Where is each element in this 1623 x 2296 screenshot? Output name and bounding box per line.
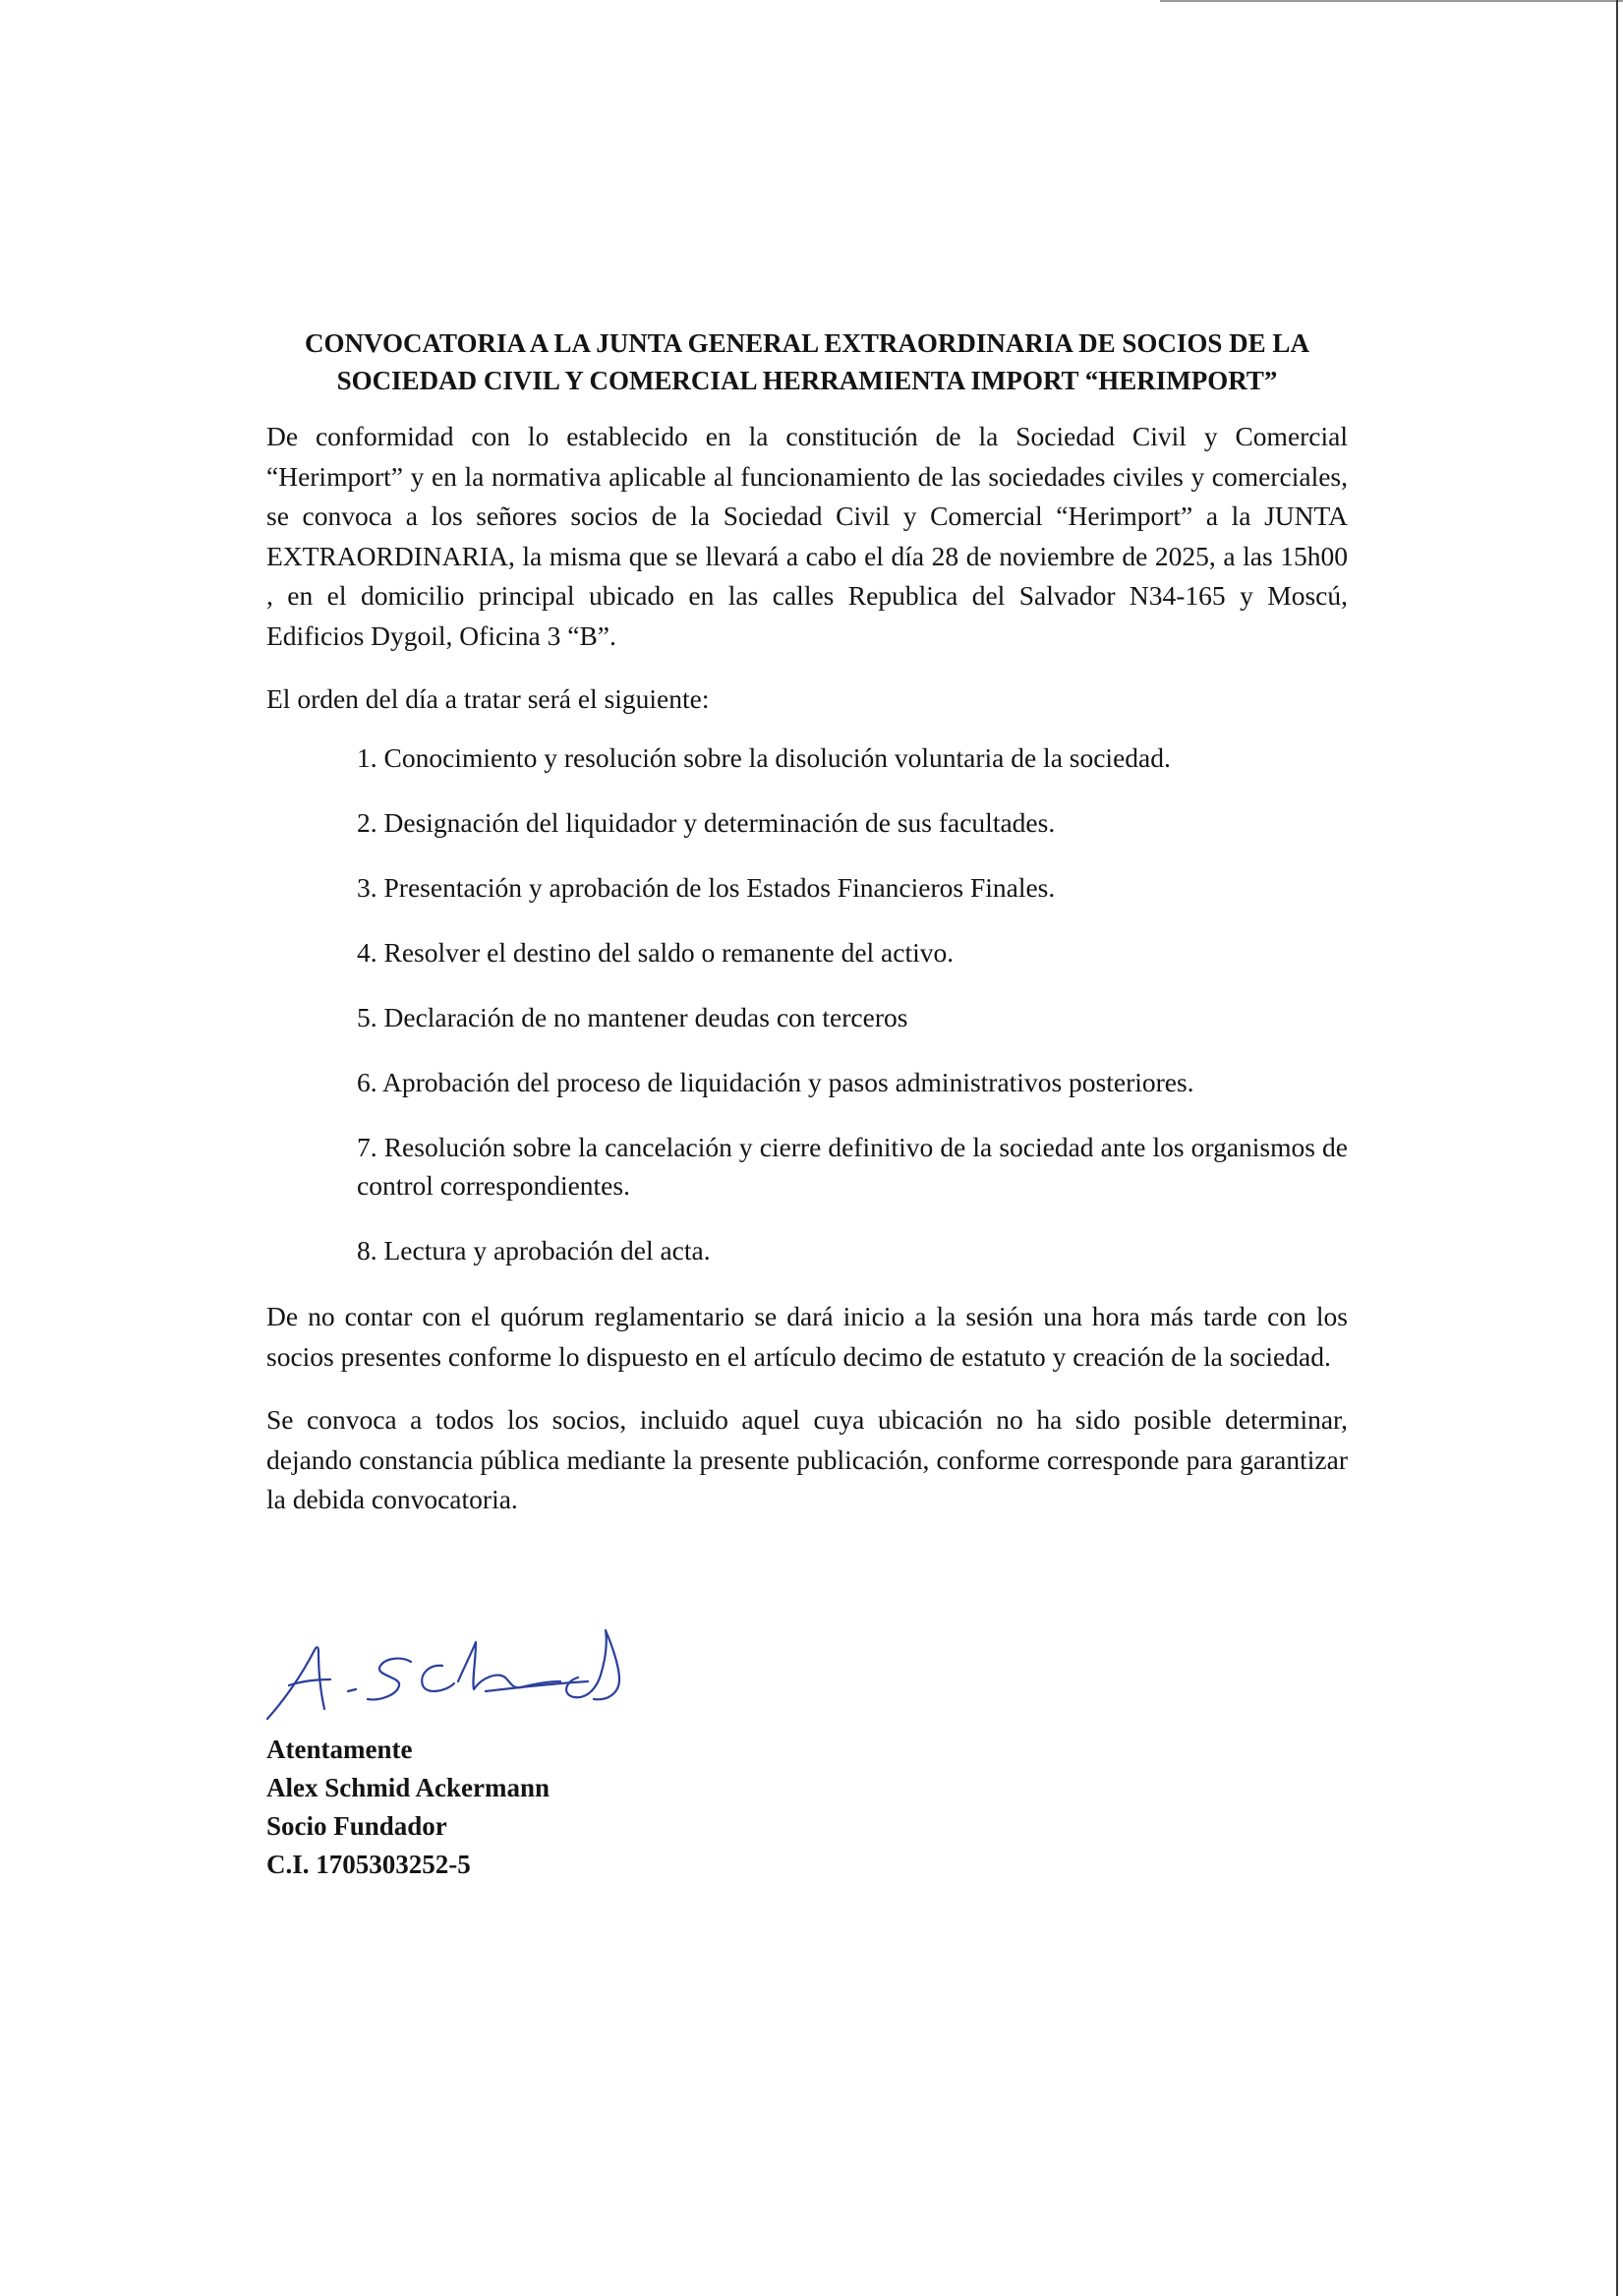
agenda-item: 8. Lectura y aprobación del acta. (357, 1235, 711, 1266)
agenda-item: 6. Aprobación del proceso de liquidación y pasos administrativos posteriores. (357, 1067, 1194, 1097)
scan-edge-right (1616, 0, 1618, 2296)
signer-name: Alex Schmid Ackermann (266, 1773, 551, 1802)
paragraph-quorum: De no contar con el quórum reglamentario se dará inicio a la sesión una hora más tarde con los socios presentes conforme lo dispuesto en el artículo decimo de estatuto y creación de la sociedad. (266, 1301, 1348, 1372)
paragraph-convocation: De conformidad con lo establecido en la constitución de la Sociedad Civil y Comercial “Herimport” y en la normativa aplicable al funcionamiento de las sociedades civiles y comerciales, se convoca a los señores socios de la Sociedad Civil y Comercial “Herimport” a la JUNTA EXTRAORDINARIA, la misma que se llevará a cabo el día 28 de noviembre de 2025, a las 15h00 , en el domicilio principal ubicado en las calles Republica del Salvador N34-165 y Moscú, Edificios Dygoil, Oficina 3 “B”. (266, 421, 1348, 651)
agenda-item: 5. Declaración de no mantener deudas con terceros (357, 1002, 908, 1032)
scan-edge-top (1160, 0, 1623, 2)
agenda-item: 3. Presentación y aprobación de los Estados Financieros Finales. (357, 872, 1056, 903)
agenda-item: 2. Designación del liquidador y determinación de sus facultades. (357, 807, 1056, 838)
agenda-item: 7. Resolución sobre la cancelación y cierre definitivo de la sociedad ante los organismos de control correspondientes. (357, 1132, 1348, 1201)
closing: Atentamente (266, 1735, 413, 1764)
agenda-list (266, 738, 1348, 1269)
title-line-2: SOCIEDAD CIVIL Y COMERCIAL HERRAMIENTA IMPORT “HERIMPORT” (336, 366, 1278, 395)
document-body (266, 324, 1348, 1544)
signer-id: C.I. 1705303252-5 (266, 1850, 471, 1879)
signature-block (266, 1731, 550, 1884)
handwritten-signature (254, 1622, 647, 1731)
signer-role: Socio Fundador (266, 1811, 447, 1841)
title-line-1: CONVOCATORIA A LA JUNTA GENERAL EXTRAORDINARIA DE SOCIOS DE LA (305, 328, 1309, 358)
agenda-intro: El orden del día a tratar será el siguiente: (266, 683, 710, 714)
agenda-item: 1. Conocimiento y resolución sobre la disolución voluntaria de la sociedad. (357, 742, 1171, 773)
agenda-item: 4. Resolver el destino del saldo o remanente del activo. (357, 937, 955, 968)
paragraph-notice: Se convoca a todos los socios, incluido aquel cuya ubicación no ha sido posible determinar, dejando constancia pública mediante la presente publicación, conforme corresponde para garantizar la debida convocatoria. (266, 1404, 1348, 1514)
document-title (266, 324, 1348, 399)
